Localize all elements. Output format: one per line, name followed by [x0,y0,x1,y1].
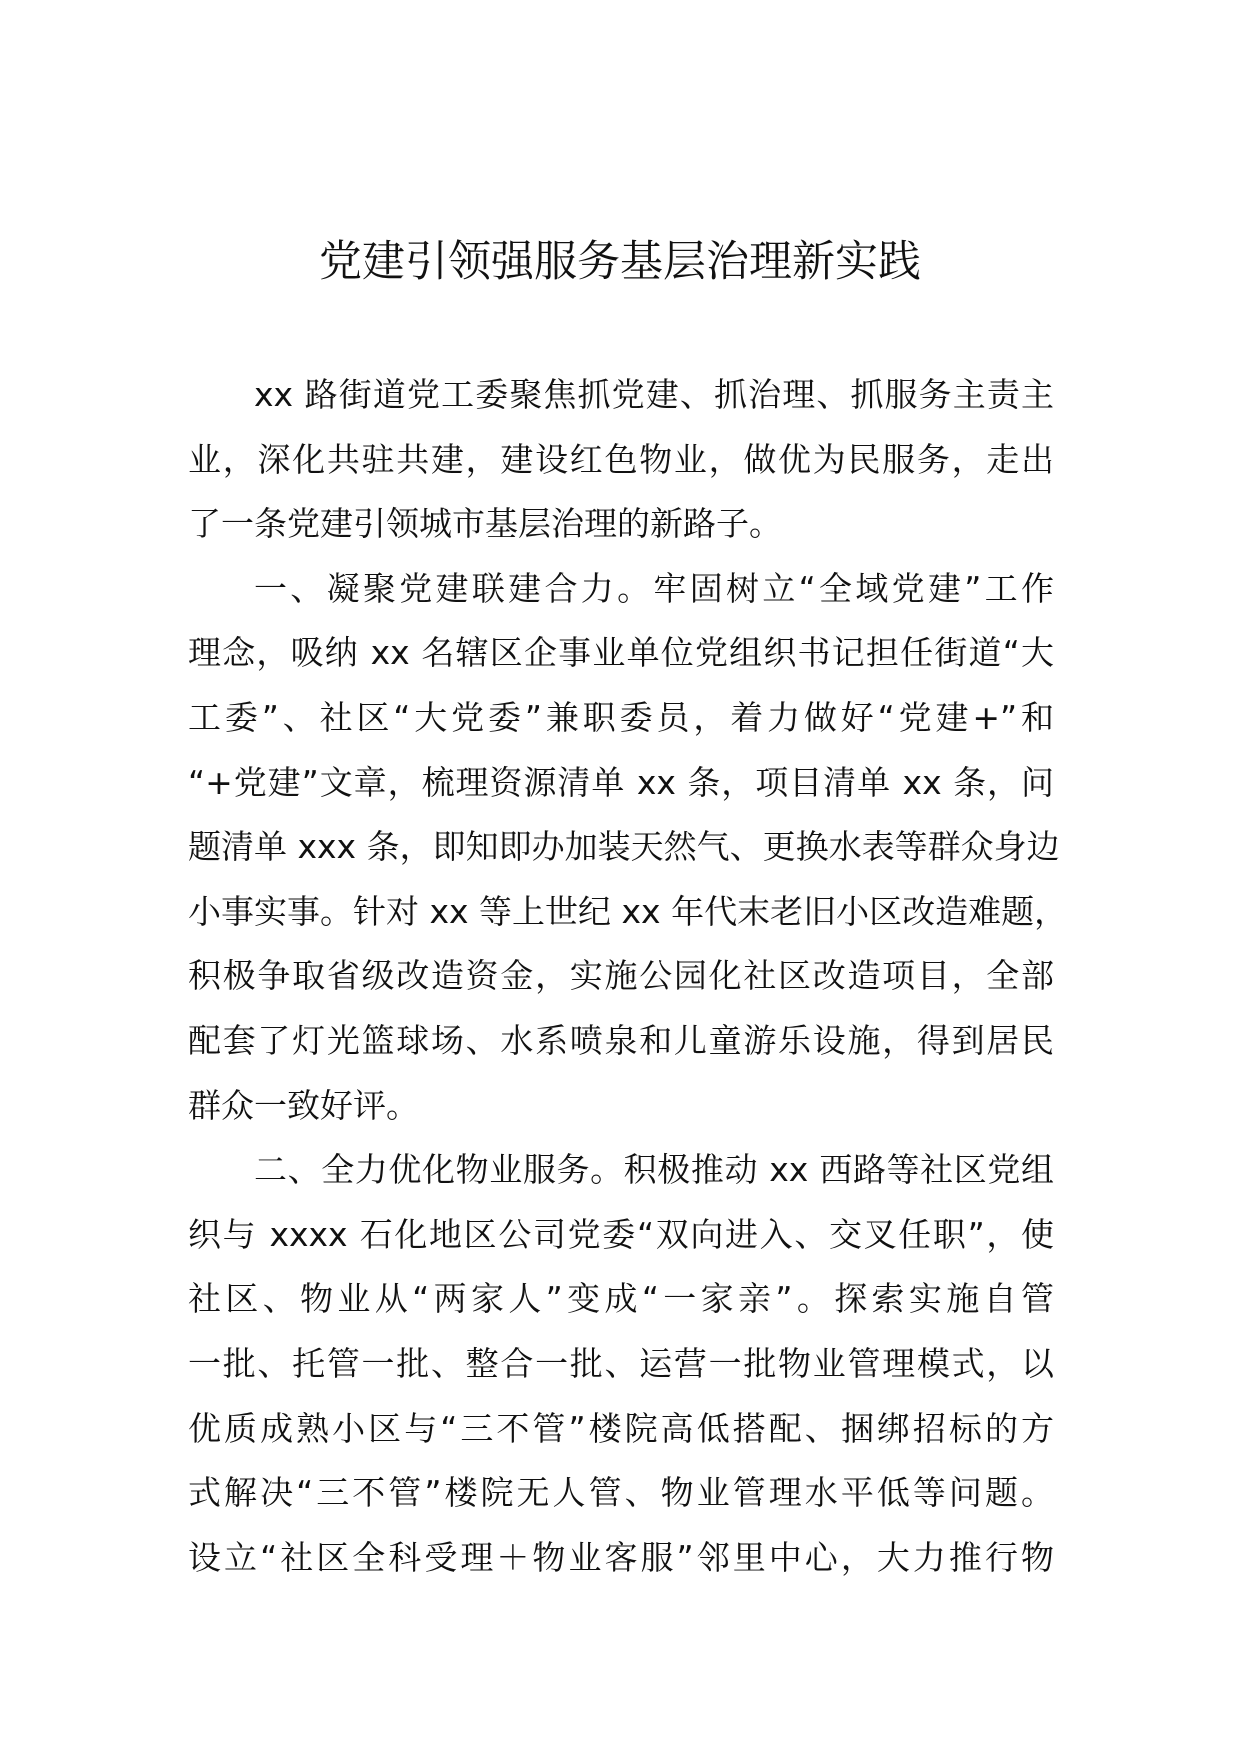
paragraph-line: 二、全力优化物业服务。积极推动 xx 西路等社区党组 [254,1150,1054,1190]
paragraph-line: 一批、托管一批、整合一批、运营一批物业管理模式，以 [188,1343,1054,1383]
paragraph-line: 群众一致好评。 [188,1085,419,1125]
paragraph-line: 社区、物业从“两家人”变成“一家亲”。探索实施自管 [188,1279,1054,1319]
paragraph-line: 理念，吸纳 xx 名辖区企事业单位党组织书记担任街道“大 [188,633,1054,673]
paragraph-section-two [188,1138,1054,1590]
paragraph-line: 优质成熟小区与“三不管”楼院高低搭配、捆绑招标的方 [188,1408,1054,1448]
paragraph-intro [188,363,1054,557]
paragraph-line: 织与 xxxx 石化地区公司党委“双向进入、交叉任职”，使 [188,1214,1054,1254]
paragraph-line: 配套了灯光篮球场、水系喷泉和儿童游乐设施，得到居民 [188,1020,1054,1060]
paragraph-line: 式解决“三不管”楼院无人管、物业管理水平低等问题。 [188,1473,1054,1513]
paragraph-line: 题清单 xxx 条，即知即办加装天然气、更换水表等群众身边 [188,827,1060,867]
paragraph-line: xx 路街道党工委聚焦抓党建、抓治理、抓服务主责主 [254,375,1054,414]
document-title: 党建引领强服务基层治理新实践 [319,237,921,287]
paragraph-line: 业，深化共驻共建，建设红色物业，做优为民服务，走出 [188,439,1054,479]
paragraph-line: 一、凝聚党建联建合力。牢固树立“全域党建”工作 [254,568,1054,608]
paragraph-line: “+党建”文章，梳理资源清单 xx 条，项目清单 xx 条，问 [188,762,1054,802]
paragraph-line: 设立“社区全科受理＋物业客服”邻里中心，大力推行物 [188,1537,1054,1577]
paragraph-line: 积极争取省级改造资金，实施公园化社区改造项目，全部 [188,956,1054,996]
paragraph-line: 小事实事。针对 xx 等上世纪 xx 年代末老旧小区改造难题， [188,891,1068,931]
paragraph-line: 工委”、社区“大党委”兼职委员，着力做好“党建+”和 [188,697,1054,737]
paragraph-line: 了一条党建引领城市基层治理的新路子。 [188,504,782,544]
document-body [188,363,1068,1590]
paragraph-section-one [188,557,1068,1138]
